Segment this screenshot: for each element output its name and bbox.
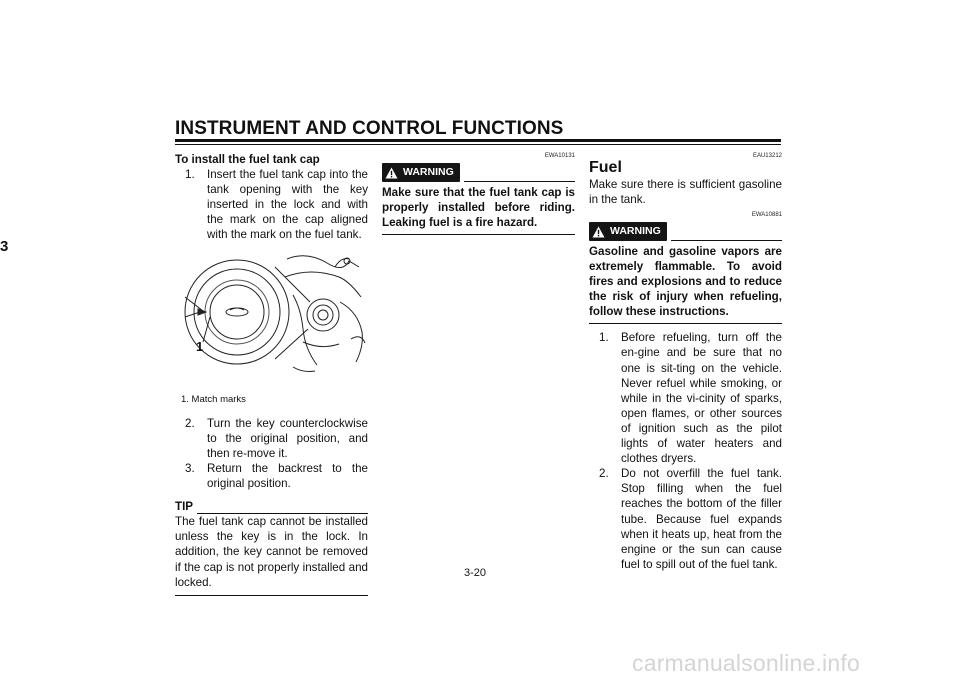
tip-text: The fuel tank cap cannot be installed unless the key is in the lock. In addition, the key cannot be removed if the cap is not properly installed and locked.: [175, 515, 368, 589]
list-item: 2. Turn the key counterclockwise to the original position, and then re-move it.: [185, 416, 368, 460]
warning-triangle-icon: [385, 167, 398, 179]
warning-text: Make sure that the fuel tank cap is properly installed before riding. Leaking fuel is a fire hazard.: [382, 186, 575, 230]
warning-bottom-rule: [589, 323, 782, 324]
install-cap-subhead: To install the fuel tank cap: [175, 153, 320, 166]
warning-text: Gasoline and gasoline vapors are extremely flammable. To avoid fires and explosions and to reduce the risk of injury when refueling, follow these instructions.: [589, 245, 782, 319]
list-item: 3. Return the backrest to the original position.: [185, 461, 368, 491]
warning-badge: WARNING: [589, 222, 667, 241]
list-item: 1. Insert the fuel tank cap into the tank opening with the key inserted in the lock and with the mark on the cap aligned with the mark on the fuel tank.: [185, 168, 368, 242]
section-code: EAU13212: [752, 153, 782, 159]
warning-heading: [382, 163, 575, 182]
tip-bottom-rule: [175, 595, 368, 596]
column-fuel: [589, 152, 782, 572]
warning-triangle-icon: [592, 226, 605, 238]
warning-bottom-rule: [382, 234, 575, 235]
warning-heading: [589, 222, 782, 241]
figure-caption: 1. Match marks: [181, 393, 246, 405]
section-title: Fuel: [589, 159, 622, 176]
header-rule-thin: [175, 144, 781, 145]
chapter-tab: 3: [0, 238, 9, 255]
callout-number: 1: [196, 338, 204, 354]
column-cap-warning: [382, 152, 575, 241]
list-item: 2. Do not overfill the fuel tank. Stop filling when the fuel reaches the bottom of the filler tube. Because fuel expands when it heats up, heat from the engine or the sun can cause fuel to spill out of the fuel tank.: [599, 467, 782, 571]
column-install-cap: [175, 152, 368, 596]
fuel-intro: Make sure there is sufficient gasoline in the tank.: [589, 178, 782, 207]
header-rule-thick: [175, 139, 781, 142]
tip-heading: TIP: [175, 499, 368, 514]
list-item: 1. Before refueling, turn off the en-gine and be sure that no one is sit-ting on the vehicle. Never refuel while smoking, or while in the vi-cinity of sparks, open flames, or other sources of ignition such as the pilot lights of water heaters and clothes dryers.: [599, 331, 782, 466]
watermark: carmanualsonline.info: [632, 650, 860, 676]
warning-code: EWA10131: [544, 153, 575, 159]
warning-code: EWA10881: [751, 212, 782, 219]
page-number: 3-20: [464, 567, 487, 579]
page-header: INSTRUMENT AND CONTROL FUNCTIONS: [175, 118, 564, 139]
fuel-cap-drawing: [175, 247, 368, 384]
fuel-cap-illustration: [175, 247, 368, 384]
warning-badge: WARNING: [382, 163, 460, 182]
